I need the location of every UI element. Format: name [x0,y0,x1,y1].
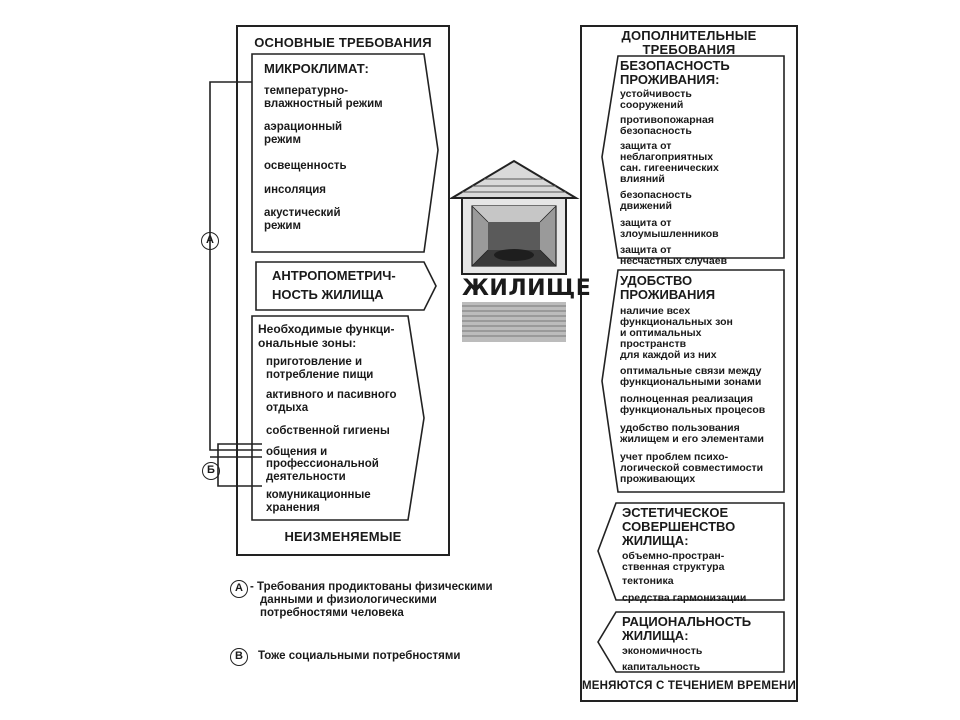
microclimate-content [264,62,424,232]
zones-content [258,322,418,514]
rational-content [622,615,782,673]
list-item: капитальность [622,661,701,673]
list-item: комуникационные [266,489,371,501]
rational-title-line: ЖИЛИЩА: [622,628,689,643]
list-item: для каждой из них [620,349,717,361]
right-footer: МЕНЯЮТСЯ С ТЕЧЕНИЕМ ВРЕМЕНИ [581,680,796,692]
list-item: неблагоприятных [620,151,714,163]
list-item: ственная структура [622,561,725,573]
list-item: экономичность [622,645,703,657]
zones-title-line: ональные зоны: [258,336,357,350]
list-item: влияний [620,173,665,185]
list-item: защита от [620,140,672,152]
list-item: безопасность [620,125,692,137]
list-item: хранения [266,501,320,514]
anthropometry-line: АНТРОПОМЕТРИЧ- [272,268,396,283]
left-header: ОСНОВНЫЕ ТРЕБОВАНИЯ [254,35,432,50]
list-item: акустический [264,207,341,219]
zones-title-line: Необходимые функци- [258,322,395,336]
list-item: и оптимальных [620,327,702,339]
housing-label: ЖИЛИЩЕ [462,276,592,301]
list-item: активного и пасивного [266,389,397,401]
legend-a-line: - Требования продиктованы физическими [250,581,493,593]
list-item: противопожарная [620,114,714,126]
list-item: злоумышленников [620,228,719,240]
list-item: деятельности [266,470,346,483]
list-item: устойчивость [620,88,692,100]
list-item: учет проблем психо- [620,451,729,463]
list-item: безопасность [620,189,692,201]
list-item: отдыха [266,401,309,414]
list-item: общения и [266,445,328,458]
list-item: средства гармонизации [622,592,747,604]
aesthetic-title-line: ЭСТЕТИЧЕСКОЕ [622,505,729,520]
list-item: защита от [620,244,672,256]
rational-title-line: РАЦИОНАЛЬНОСТЬ [622,614,752,629]
list-item: функциональными зонами [620,376,762,388]
left-footer: НЕИЗМЕНЯЕМЫЕ [284,529,402,544]
list-item: оптимальные связи между [620,365,762,377]
safety-title-line: БЕЗОПАСНОСТЬ [620,58,730,73]
aesthetic-title-line: ЖИЛИЩА: [622,533,689,548]
list-item: полноценная реализация [620,393,753,405]
aesthetic-title-line: СОВЕРШЕНСТВО [622,519,736,534]
list-item: аэрационный [264,121,343,133]
aesthetic-content [622,506,782,604]
list-item: объемно-простран- [622,550,725,562]
list-item: инсоляция [264,183,327,196]
right-header-line: ДОПОЛНИТЕЛЬНЫЕ [621,28,757,43]
marker-b: Б [202,462,220,480]
legend-b: Тоже социальными потребностями [258,650,461,662]
list-item: температурно- [264,85,349,97]
legend-marker-a: А [230,580,248,598]
house-icon [452,161,592,342]
list-item: режим [264,133,301,146]
list-item: пространств [620,338,687,350]
right-header [580,29,798,57]
list-item: жилищем и его элементами [620,433,764,445]
list-item: несчастных случаев [620,255,728,267]
right-header-line: ТРЕБОВАНИЯ [642,42,736,57]
legend-a-line: потребностями человека [260,607,404,619]
marker-a: А [201,232,219,250]
list-item: логической совместимости [620,462,764,474]
safety-content [620,59,782,267]
list-item: функциональных процесов [620,404,766,416]
anthropometry-content [272,269,422,302]
legend-marker-b: В [230,648,248,666]
list-item: влажностный режим [264,97,383,110]
list-item: тектоника [622,575,674,587]
list-item: сооружений [620,99,684,111]
list-item: сан. гигеенических [620,162,719,174]
list-item: защита от [620,217,672,229]
list-item: функциональных зон [620,316,733,328]
comfort-content [620,274,784,485]
list-item: потребление пищи [266,368,374,381]
comfort-title-line: УДОБСТВО [620,273,693,288]
legend-a-line: данными и физиологическими [260,594,437,606]
list-item: движений [620,200,672,212]
comfort-title-line: ПРОЖИВАНИЯ [620,287,716,302]
legend-a [250,581,570,620]
list-item: наличие всех [620,305,691,317]
microclimate-title: МИКРОКЛИМАТ: [264,61,369,76]
list-item: собственной гигиены [266,425,390,437]
list-item: профессиональной [266,458,379,470]
list-item: освещенность [264,160,347,172]
list-item: приготовление и [266,356,363,368]
safety-title-line: ПРОЖИВАНИЯ: [620,72,720,87]
list-item: удобство пользования [620,422,740,434]
anthropometry-line: НОСТЬ ЖИЛИЩА [272,287,384,302]
list-item: режим [264,219,301,232]
list-item: проживающих [620,473,696,485]
